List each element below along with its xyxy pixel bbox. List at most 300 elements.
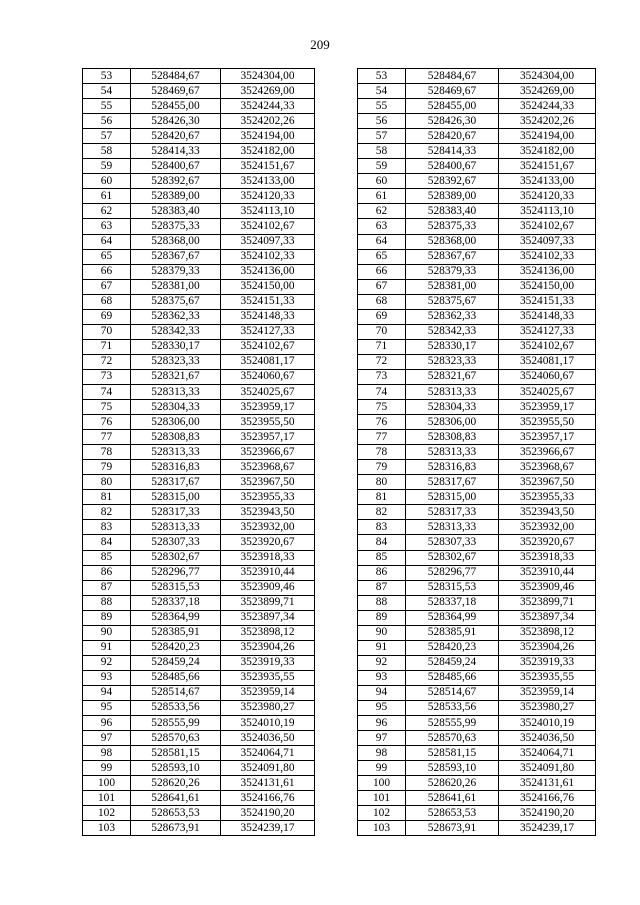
x-coordinate-cell: 528315,00 (131, 490, 221, 505)
table-row (358, 460, 596, 475)
point-number-cell: 101 (358, 791, 406, 806)
y-coordinate-cell: 3523904,26 (221, 640, 315, 655)
y-coordinate-cell: 3524133,00 (221, 174, 315, 189)
y-coordinate-cell: 3523919,33 (499, 655, 596, 670)
table-row (358, 565, 596, 580)
x-coordinate-cell: 528342,33 (131, 324, 221, 339)
table-row (358, 685, 596, 700)
point-number-cell: 84 (358, 535, 406, 550)
point-number-cell: 74 (83, 384, 131, 399)
y-coordinate-cell: 3524269,00 (499, 84, 596, 99)
point-number-cell: 75 (83, 400, 131, 415)
x-coordinate-cell: 528533,56 (406, 700, 499, 715)
point-number-cell: 60 (83, 174, 131, 189)
point-number-cell: 75 (358, 400, 406, 415)
point-number-cell: 72 (83, 354, 131, 369)
table-row (83, 460, 315, 475)
point-number-cell: 59 (358, 159, 406, 174)
point-number-cell: 66 (358, 264, 406, 279)
table-row (83, 204, 315, 219)
x-coordinate-cell: 528296,77 (131, 565, 221, 580)
table-row (83, 324, 315, 339)
point-number-cell: 54 (83, 84, 131, 99)
x-coordinate-cell: 528316,83 (131, 460, 221, 475)
y-coordinate-cell: 3524133,00 (499, 174, 596, 189)
x-coordinate-cell: 528379,33 (406, 264, 499, 279)
y-coordinate-cell: 3524148,33 (221, 309, 315, 324)
y-coordinate-cell: 3523959,14 (499, 685, 596, 700)
x-coordinate-cell: 528641,61 (131, 791, 221, 806)
y-coordinate-cell: 3524102,33 (499, 249, 596, 264)
table-row (83, 234, 315, 249)
y-coordinate-cell: 3523898,12 (499, 625, 596, 640)
x-coordinate-cell: 528389,00 (131, 189, 221, 204)
x-coordinate-cell: 528485,66 (131, 670, 221, 685)
y-coordinate-cell: 3523980,27 (499, 700, 596, 715)
table-row (83, 84, 315, 99)
table-row (83, 114, 315, 129)
table-row (83, 731, 315, 746)
point-number-cell: 56 (358, 114, 406, 129)
y-coordinate-cell: 3523955,50 (499, 415, 596, 430)
point-number-cell: 83 (358, 520, 406, 535)
y-coordinate-cell: 3524102,67 (221, 219, 315, 234)
x-coordinate-cell: 528570,63 (131, 731, 221, 746)
y-coordinate-cell: 3523919,33 (221, 655, 315, 670)
table-row (83, 430, 315, 445)
point-number-cell: 86 (83, 565, 131, 580)
y-coordinate-cell: 3524202,26 (221, 114, 315, 129)
table-row (358, 354, 596, 369)
point-number-cell: 85 (358, 550, 406, 565)
y-coordinate-cell: 3523967,50 (499, 475, 596, 490)
x-coordinate-cell: 528323,33 (406, 354, 499, 369)
point-number-cell: 77 (83, 430, 131, 445)
x-coordinate-cell: 528459,24 (131, 655, 221, 670)
x-coordinate-cell: 528392,67 (406, 174, 499, 189)
table-row (358, 640, 596, 655)
y-coordinate-cell: 3524102,67 (499, 219, 596, 234)
y-coordinate-cell: 3523918,33 (499, 550, 596, 565)
x-coordinate-cell: 528317,33 (406, 505, 499, 520)
point-number-cell: 53 (83, 69, 131, 84)
y-coordinate-cell: 3523966,67 (221, 445, 315, 460)
y-coordinate-cell: 3524202,26 (499, 114, 596, 129)
table-row (83, 700, 315, 715)
y-coordinate-cell: 3524182,00 (499, 144, 596, 159)
y-coordinate-cell: 3523959,17 (221, 400, 315, 415)
x-coordinate-cell: 528296,77 (406, 565, 499, 580)
x-coordinate-cell: 528469,67 (131, 84, 221, 99)
point-number-cell: 68 (358, 294, 406, 309)
y-coordinate-cell: 3524025,67 (221, 384, 315, 399)
table-row (83, 339, 315, 354)
x-coordinate-cell: 528593,10 (131, 761, 221, 776)
table-row (83, 776, 315, 791)
y-coordinate-cell: 3523898,12 (221, 625, 315, 640)
coordinates-table-right-body (358, 69, 596, 836)
x-coordinate-cell: 528455,00 (131, 99, 221, 114)
y-coordinate-cell: 3523966,67 (499, 445, 596, 460)
y-coordinate-cell: 3524148,33 (499, 309, 596, 324)
x-coordinate-cell: 528367,67 (131, 249, 221, 264)
point-number-cell: 61 (358, 189, 406, 204)
table-row (358, 69, 596, 84)
x-coordinate-cell: 528306,00 (406, 415, 499, 430)
x-coordinate-cell: 528379,33 (131, 264, 221, 279)
x-coordinate-cell: 528381,00 (131, 279, 221, 294)
table-row (358, 746, 596, 761)
x-coordinate-cell: 528414,33 (406, 144, 499, 159)
point-number-cell: 79 (358, 460, 406, 475)
x-coordinate-cell: 528620,26 (131, 776, 221, 791)
point-number-cell: 67 (83, 279, 131, 294)
y-coordinate-cell: 3524190,20 (499, 806, 596, 821)
table-row (83, 685, 315, 700)
table-row (358, 520, 596, 535)
x-coordinate-cell: 528323,33 (131, 354, 221, 369)
point-number-cell: 76 (83, 415, 131, 430)
x-coordinate-cell: 528383,40 (406, 204, 499, 219)
y-coordinate-cell: 3524136,00 (221, 264, 315, 279)
table-row (83, 69, 315, 84)
table-row (83, 625, 315, 640)
table-row (358, 580, 596, 595)
y-coordinate-cell: 3524239,17 (499, 821, 596, 836)
point-number-cell: 87 (83, 580, 131, 595)
y-coordinate-cell: 3523932,00 (499, 520, 596, 535)
table-row (83, 761, 315, 776)
point-number-cell: 94 (358, 685, 406, 700)
x-coordinate-cell: 528308,83 (131, 430, 221, 445)
y-coordinate-cell: 3523957,17 (221, 430, 315, 445)
x-coordinate-cell: 528673,91 (406, 821, 499, 836)
x-coordinate-cell: 528555,99 (406, 716, 499, 731)
point-number-cell: 96 (358, 716, 406, 731)
point-number-cell: 94 (83, 685, 131, 700)
point-number-cell: 76 (358, 415, 406, 430)
x-coordinate-cell: 528581,15 (131, 746, 221, 761)
point-number-cell: 100 (83, 776, 131, 791)
y-coordinate-cell: 3523920,67 (499, 535, 596, 550)
y-coordinate-cell: 3523897,34 (221, 610, 315, 625)
y-coordinate-cell: 3524064,71 (499, 746, 596, 761)
y-coordinate-cell: 3523968,67 (221, 460, 315, 475)
table-row (83, 445, 315, 460)
x-coordinate-cell: 528385,91 (131, 625, 221, 640)
x-coordinate-cell: 528313,33 (406, 384, 499, 399)
table-row (83, 415, 315, 430)
y-coordinate-cell: 3523935,55 (499, 670, 596, 685)
y-coordinate-cell: 3524113,10 (221, 204, 315, 219)
point-number-cell: 99 (83, 761, 131, 776)
x-coordinate-cell: 528304,33 (406, 400, 499, 415)
x-coordinate-cell: 528330,17 (406, 339, 499, 354)
table-row (83, 279, 315, 294)
y-coordinate-cell: 3524060,67 (499, 369, 596, 384)
point-number-cell: 70 (83, 324, 131, 339)
x-coordinate-cell: 528304,33 (131, 400, 221, 415)
table-row (358, 806, 596, 821)
point-number-cell: 86 (358, 565, 406, 580)
point-number-cell: 68 (83, 294, 131, 309)
y-coordinate-cell: 3523910,44 (221, 565, 315, 580)
point-number-cell: 73 (358, 369, 406, 384)
x-coordinate-cell: 528533,56 (131, 700, 221, 715)
point-number-cell: 101 (83, 791, 131, 806)
x-coordinate-cell: 528302,67 (406, 550, 499, 565)
point-number-cell: 88 (358, 595, 406, 610)
x-coordinate-cell: 528313,33 (131, 445, 221, 460)
point-number-cell: 91 (358, 640, 406, 655)
table-row (358, 700, 596, 715)
y-coordinate-cell: 3523910,44 (499, 565, 596, 580)
table-row (83, 174, 315, 189)
x-coordinate-cell: 528375,67 (131, 294, 221, 309)
table-row (83, 249, 315, 264)
table-row (358, 129, 596, 144)
point-number-cell: 97 (358, 731, 406, 746)
table-row (358, 595, 596, 610)
x-coordinate-cell: 528383,40 (131, 204, 221, 219)
y-coordinate-cell: 3523959,14 (221, 685, 315, 700)
y-coordinate-cell: 3524151,67 (221, 159, 315, 174)
x-coordinate-cell: 528306,00 (131, 415, 221, 430)
y-coordinate-cell: 3523968,67 (499, 460, 596, 475)
table-row (358, 776, 596, 791)
x-coordinate-cell: 528455,00 (406, 99, 499, 114)
table-row (358, 159, 596, 174)
table-row (358, 309, 596, 324)
x-coordinate-cell: 528316,83 (406, 460, 499, 475)
point-number-cell: 53 (358, 69, 406, 84)
y-coordinate-cell: 3524127,33 (221, 324, 315, 339)
point-number-cell: 57 (358, 129, 406, 144)
point-number-cell: 102 (358, 806, 406, 821)
x-coordinate-cell: 528484,67 (131, 69, 221, 84)
point-number-cell: 70 (358, 324, 406, 339)
x-coordinate-cell: 528570,63 (406, 731, 499, 746)
table-row (83, 490, 315, 505)
y-coordinate-cell: 3524081,17 (221, 354, 315, 369)
table-row (83, 294, 315, 309)
x-coordinate-cell: 528414,33 (131, 144, 221, 159)
point-number-cell: 99 (358, 761, 406, 776)
y-coordinate-cell: 3524081,17 (499, 354, 596, 369)
table-row (83, 580, 315, 595)
table-row (83, 610, 315, 625)
point-number-cell: 90 (358, 625, 406, 640)
point-number-cell: 62 (83, 204, 131, 219)
x-coordinate-cell: 528317,33 (131, 505, 221, 520)
x-coordinate-cell: 528362,33 (406, 309, 499, 324)
x-coordinate-cell: 528307,33 (131, 535, 221, 550)
point-number-cell: 85 (83, 550, 131, 565)
table-row (83, 565, 315, 580)
point-number-cell: 90 (83, 625, 131, 640)
y-coordinate-cell: 3523909,46 (221, 580, 315, 595)
point-number-cell: 65 (83, 249, 131, 264)
y-coordinate-cell: 3524150,00 (499, 279, 596, 294)
y-coordinate-cell: 3524131,61 (499, 776, 596, 791)
point-number-cell: 95 (83, 700, 131, 715)
y-coordinate-cell: 3524113,10 (499, 204, 596, 219)
y-coordinate-cell: 3524150,00 (221, 279, 315, 294)
y-coordinate-cell: 3523955,33 (221, 490, 315, 505)
x-coordinate-cell: 528420,67 (131, 129, 221, 144)
x-coordinate-cell: 528308,83 (406, 430, 499, 445)
table-row (358, 264, 596, 279)
y-coordinate-cell: 3524244,33 (499, 99, 596, 114)
table-row (83, 475, 315, 490)
point-number-cell: 78 (358, 445, 406, 460)
point-number-cell: 82 (83, 505, 131, 520)
table-row (358, 550, 596, 565)
y-coordinate-cell: 3524269,00 (221, 84, 315, 99)
y-coordinate-cell: 3524304,00 (221, 69, 315, 84)
table-row (83, 400, 315, 415)
table-row (83, 219, 315, 234)
point-number-cell: 66 (83, 264, 131, 279)
point-number-cell: 77 (358, 430, 406, 445)
point-number-cell: 62 (358, 204, 406, 219)
table-row (358, 114, 596, 129)
point-number-cell: 103 (358, 821, 406, 836)
table-row (83, 595, 315, 610)
y-coordinate-cell: 3524151,33 (221, 294, 315, 309)
table-row (358, 234, 596, 249)
table-row (358, 716, 596, 731)
y-coordinate-cell: 3523918,33 (221, 550, 315, 565)
y-coordinate-cell: 3524136,00 (499, 264, 596, 279)
x-coordinate-cell: 528313,33 (131, 384, 221, 399)
x-coordinate-cell: 528315,00 (406, 490, 499, 505)
x-coordinate-cell: 528653,53 (131, 806, 221, 821)
point-number-cell: 60 (358, 174, 406, 189)
x-coordinate-cell: 528337,18 (131, 595, 221, 610)
x-coordinate-cell: 528368,00 (131, 234, 221, 249)
x-coordinate-cell: 528321,67 (406, 369, 499, 384)
table-row (358, 821, 596, 836)
y-coordinate-cell: 3524182,00 (221, 144, 315, 159)
table-row (83, 129, 315, 144)
y-coordinate-cell: 3523897,34 (499, 610, 596, 625)
point-number-cell: 98 (83, 746, 131, 761)
x-coordinate-cell: 528392,67 (131, 174, 221, 189)
table-row (358, 99, 596, 114)
point-number-cell: 64 (358, 234, 406, 249)
x-coordinate-cell: 528375,33 (406, 219, 499, 234)
table-row (358, 369, 596, 384)
point-number-cell: 93 (83, 670, 131, 685)
x-coordinate-cell: 528315,53 (131, 580, 221, 595)
x-coordinate-cell: 528426,30 (406, 114, 499, 129)
point-number-cell: 98 (358, 746, 406, 761)
x-coordinate-cell: 528315,53 (406, 580, 499, 595)
table-row (358, 219, 596, 234)
table-row (83, 791, 315, 806)
y-coordinate-cell: 3524131,61 (221, 776, 315, 791)
x-coordinate-cell: 528364,99 (406, 610, 499, 625)
table-row (83, 520, 315, 535)
table-row (358, 475, 596, 490)
point-number-cell: 63 (83, 219, 131, 234)
table-row (358, 490, 596, 505)
x-coordinate-cell: 528484,67 (406, 69, 499, 84)
table-row (83, 535, 315, 550)
table-row (83, 505, 315, 520)
y-coordinate-cell: 3524151,33 (499, 294, 596, 309)
point-number-cell: 82 (358, 505, 406, 520)
x-coordinate-cell: 528362,33 (131, 309, 221, 324)
x-coordinate-cell: 528307,33 (406, 535, 499, 550)
x-coordinate-cell: 528469,67 (406, 84, 499, 99)
y-coordinate-cell: 3523959,17 (499, 400, 596, 415)
y-coordinate-cell: 3524120,33 (221, 189, 315, 204)
y-coordinate-cell: 3524102,67 (499, 339, 596, 354)
y-coordinate-cell: 3524166,76 (499, 791, 596, 806)
y-coordinate-cell: 3524097,33 (221, 234, 315, 249)
table-row (358, 204, 596, 219)
x-coordinate-cell: 528364,99 (131, 610, 221, 625)
y-coordinate-cell: 3524036,50 (499, 731, 596, 746)
x-coordinate-cell: 528653,53 (406, 806, 499, 821)
table-row (83, 384, 315, 399)
table-row (358, 415, 596, 430)
point-number-cell: 92 (358, 655, 406, 670)
table-row (358, 144, 596, 159)
coordinates-table-right (357, 68, 596, 836)
y-coordinate-cell: 3524060,67 (221, 369, 315, 384)
x-coordinate-cell: 528620,26 (406, 776, 499, 791)
point-number-cell: 81 (83, 490, 131, 505)
y-coordinate-cell: 3524036,50 (221, 731, 315, 746)
x-coordinate-cell: 528375,33 (131, 219, 221, 234)
table-row (358, 610, 596, 625)
point-number-cell: 59 (83, 159, 131, 174)
y-coordinate-cell: 3524194,00 (499, 129, 596, 144)
point-number-cell: 97 (83, 731, 131, 746)
page-number: 209 (310, 37, 330, 52)
y-coordinate-cell: 3524102,33 (221, 249, 315, 264)
x-coordinate-cell: 528673,91 (131, 821, 221, 836)
point-number-cell: 71 (83, 339, 131, 354)
table-row (83, 670, 315, 685)
coordinates-table-left-body (83, 69, 315, 836)
x-coordinate-cell: 528400,67 (406, 159, 499, 174)
point-number-cell: 91 (83, 640, 131, 655)
point-number-cell: 80 (83, 475, 131, 490)
y-coordinate-cell: 3524091,80 (221, 761, 315, 776)
x-coordinate-cell: 528389,00 (406, 189, 499, 204)
table-row (358, 189, 596, 204)
y-coordinate-cell: 3524304,00 (499, 69, 596, 84)
table-row (358, 400, 596, 415)
point-number-cell: 55 (83, 99, 131, 114)
x-coordinate-cell: 528420,23 (131, 640, 221, 655)
table-row (358, 279, 596, 294)
y-coordinate-cell: 3524064,71 (221, 746, 315, 761)
table-row (358, 670, 596, 685)
table-row (358, 731, 596, 746)
x-coordinate-cell: 528641,61 (406, 791, 499, 806)
point-number-cell: 89 (83, 610, 131, 625)
table-row (358, 384, 596, 399)
y-coordinate-cell: 3524190,20 (221, 806, 315, 821)
x-coordinate-cell: 528593,10 (406, 761, 499, 776)
y-coordinate-cell: 3524239,17 (221, 821, 315, 836)
point-number-cell: 102 (83, 806, 131, 821)
